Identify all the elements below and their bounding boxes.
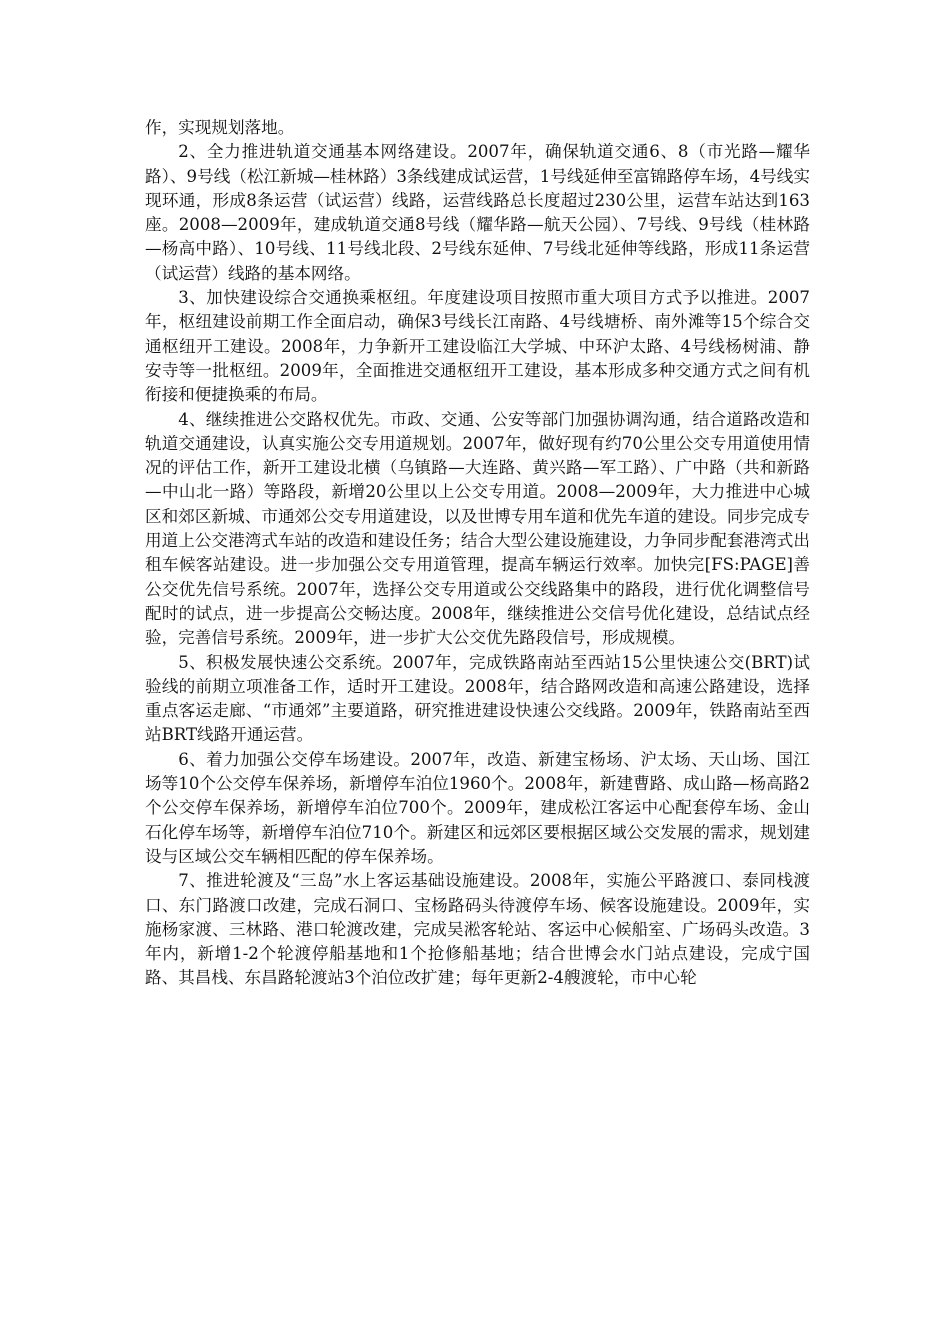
paragraph-bus-priority: 4、继续推进公交路权优先。市政、交通、公安等部门加强协调沟通，结合道路改造和轨道交通建设，认真实施公交专用道规划。2007年，做好现有约70公里公交专用道使用情况的评估工作，新开工建设北横（乌镇路—大连路、黄兴路—军工路）、广中路（共和新路—中山北一路）等路段，新增20公里以上公交专用道。2008—2009年，大力推进中心城区和郊区新城、市通郊公交专用道建设，以及世博专用车道和优先车道的建设。同步完成专用道上公交港湾式车站的改造和建设任务；结合大型公建设施建设，力争同步配套港湾式出租车候客站建设。进一步加强公交专用道管理，提高车辆运行效率。加快完[FS:PAGE]善公交优先信号系统。2007年，选择公交专用道或公交线路集中的路段，进行优化调整信号配时的试点，进一步提高公交畅达度。2008年，继续推进公交信号优化建设，总结试点经验，完善信号系统。2009年，进一步扩大公交优先路段信号，形成规模。 xyxy=(145,409,810,648)
paragraph-ferry: 7、推进轮渡及“三岛”水上客运基础设施建设。2008年，实施公平路渡口、泰同栈渡口、东门路渡口改建，完成石洞口、宝杨路码头待渡停车场、候客设施建设。2009年，实施杨家渡、三林路、港口轮渡改建，完成吴淞客轮站、客运中心候船室、广场码头改造。3年内，新增1-2个轮渡停船基地和1个抢修船基地；结合世博会水门站点建设，完成宁国路、其昌栈、东昌路轮渡站3个泊位改扩建；每年更新2-4艘渡轮，市中心轮 xyxy=(145,871,810,988)
paragraph-transfer-hubs: 3、加快建设综合交通换乘枢纽。年度建设项目按照市重大项目方式予以推进。2007年，枢纽建设前期工作全面启动，确保3号线长江南路、4号线塘桥、南外滩等15个综合交通枢纽开工建设。2008年，力争新开工建设临江大学城、中环沪太路、4号线杨树浦、静安寺等一批枢纽。2009年，全面推进交通枢纽开工建设，基本形成多种交通方式之间有机衔接和便捷换乘的布局。 xyxy=(145,288,810,405)
paragraph-bus-depots: 6、着力加强公交停车场建设。2007年，改造、新建宝杨场、沪太场、天山场、国江场等10个公交停车保养场，新增停车泊位1960个。2008年，新建曹路、成山路—杨高路2个公交停车保养场，新增停车泊位700个。2009年，建成松江客运中心配套停车场、金山石化停车场等，新增停车泊位710个。新建区和远郊区要根据区域公交发展的需求，规划建设与区域公交车辆相匹配的停车保养场。 xyxy=(145,749,810,866)
paragraph-continuation: 作，实现规划落地。 xyxy=(145,118,295,137)
paragraph-brt: 5、积极发展快速公交系统。2007年，完成铁路南站至西站15公里快速公交(BRT)试验线的前期立项准备工作，适时开工建设。2008年，结合路网改造和高速公路建设，选择重点客运走廊、“市通郊”主要道路，研究推进建设快速公交线路。2009年，铁路南站至西站BRT线路开通运营。 xyxy=(145,652,810,745)
paragraph-rail-network: 2、全力推进轨道交通基本网络建设。2007年，确保轨道交通6、8（市光路—耀华路）、9号线（松江新城—桂林路）3条线建成试运营，1号线延伸至富锦路停车场，4号线实现环通，形成8条运营（试运营）线路，运营线路总长度超过230公里，运营车站达到163座。2008—2009年，建成轨道交通8号线（耀华路—航天公园）、7号线、9号线（桂林路—杨高中路）、10号线、11号线北段、2号线东延伸、7号线北延伸等线路，形成11条运营（试运营）线路的基本网络。 xyxy=(145,142,810,283)
document-body xyxy=(145,116,810,991)
